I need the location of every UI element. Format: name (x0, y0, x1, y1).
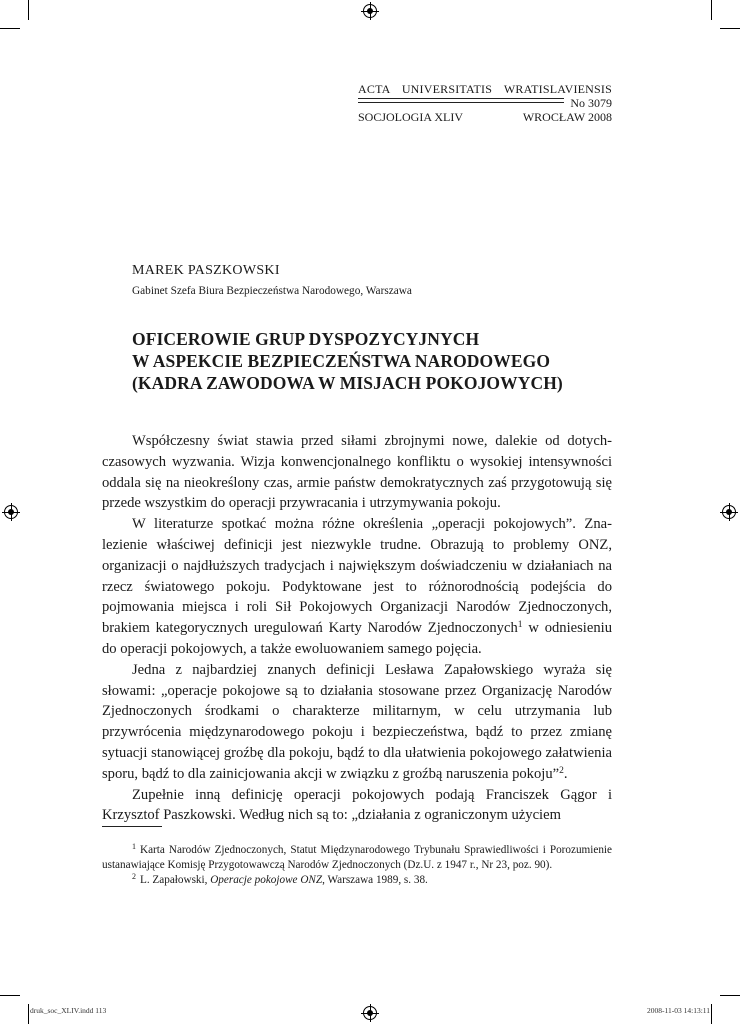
journal-rule (358, 98, 564, 99)
crop-mark-bottom-right (711, 1004, 712, 1024)
author-name: MAREK PASZKOWSKI (132, 263, 280, 278)
crop-mark-top-left (28, 0, 29, 20)
crop-mark-bottom-right-h (720, 995, 740, 996)
footnote-2-text-pre: L. Zapałowski, (140, 874, 211, 886)
author-affiliation: Gabinet Szefa Biura Bezpieczeństwa Narodowego, Warszawa (132, 285, 412, 297)
crop-mark-bottom-left-h (0, 995, 20, 996)
article-title (132, 328, 602, 394)
paragraph-4: Zupełnie inną definicję operacji pokojowych podają Franciszek Gągor i Krzysztof Paszkowski. Według nich są to: „działania z ograniczonym użyciem (102, 786, 612, 824)
registration-mark-left-icon (4, 505, 18, 519)
title-line-2: W ASPEKCIE BEZPIECZEŃSTWA NARODOWEGO (132, 351, 551, 371)
footnote-2 (102, 873, 612, 888)
journal-series: SOCJOLOGIA XLIV (358, 110, 463, 124)
journal-series-row (358, 110, 612, 124)
footnote-ref-2: 2 (559, 765, 564, 776)
article-body (102, 431, 612, 826)
footnote-2-number: 2 (132, 872, 136, 881)
paragraph-2-text-b: w odniesieniu do operacji pokojowych, a także ewoluowaniem samego pojęcia. (102, 620, 612, 657)
footnote-1 (102, 843, 612, 873)
paragraph-2-text-a: W literaturze spotkać można różne określenia „operacji pokojowych”. Znalezienie właściwej definicji jest niezwykle trudne. Obrazują to problemy ONZ, organizacji o najdłuższych tradycjach i największym doświadczeniu w działaniach na rzecz światowego pokoju. Podyktowane jest to różnorodnością podejścia do pojmowania miejsca i roli Sił Pokojowych Organizacji Narodów Zjednoczonych, brakiem kategorycznych uregulowań Karty Narodów Zjednoczonych (102, 516, 612, 637)
slug-timestamp: 2008-11-03 14:13:11 (647, 1006, 710, 1015)
crop-mark-top-left-h (0, 28, 20, 29)
crop-mark-bottom-left (28, 1004, 29, 1024)
journal-header (358, 82, 612, 124)
journal-rule-lower (358, 102, 564, 103)
registration-mark-top-icon (363, 4, 377, 18)
footnote-ref-1: 1 (517, 620, 523, 631)
crop-mark-top-right (711, 0, 712, 20)
footnote-2-text-post: , Warszawa 1989, s. 38. (322, 874, 428, 886)
registration-mark-right-icon (722, 505, 736, 519)
journal-place-year: WROCŁAW 2008 (522, 110, 612, 124)
footnote-2-title: Operacje pokojowe ONZ (210, 874, 323, 886)
footnote-1-number: 1 (132, 842, 136, 851)
crop-mark-top-right-h (720, 28, 740, 29)
paragraph-3 (102, 660, 612, 785)
journal-name: ACTA UNIVERSITATIS WRATISLAVIENSIS (358, 82, 612, 96)
footnote-1-text: Karta Narodów Zjednoczonych, Statut Międzynarodowego Trybunału Sprawiedliwości i Porozumienie ustanawiające Komisję Przygotowawczą Narodów Zjednoczonych (Dz.U. z 1947 r., Nr 23, poz. 90). (102, 844, 612, 871)
paragraph-1: Współczesny świat stawia przed siłami zbrojnymi nowe, dalekie od dotychczasowych wyzwania. Wizja konwencjonalnego konfliktu o wysokiej intensywności oddala się na nieokreślony czas, armie państw demokratycznych zaś przygotowują się przede wszystkim do operacji przywracania i utrzymywania pokoju. (102, 433, 612, 512)
paragraph-3-text-a: Jedna z najbardziej znanych definicji Lesława Zapałowskiego wyraża się słowami: „operacje pokojowe są to działania stosowane przez Organizację Narodów Zjednoczonych środkami o charakterze militarnym, w celu utrzymania lub przywrócenia międzynarodowego pokoju i bezpieczeństwa, bądź to przez zmianę sytuacji stanowiącej groźbę dla pokoju, bądź to dla ułatwienia pokojowego załatwienia sporu, bądź to dla zainicjowania akcji w związku z groźbą naruszenia pokoju” (102, 661, 612, 782)
paragraph-2 (102, 514, 612, 660)
footnote-separator (102, 826, 162, 827)
footnotes (102, 843, 612, 888)
registration-mark-bottom-icon (363, 1006, 377, 1020)
slug-file: druk_soc_XLIV.indd 113 (30, 1006, 107, 1015)
title-line-1: OFICEROWIE GRUP DYSPOZYCYJNYCH (132, 329, 480, 349)
journal-number-row (358, 96, 612, 110)
journal-number: No 3079 (570, 96, 612, 110)
paragraph-3-text-b: . (563, 765, 568, 782)
title-line-3: (KADRA ZAWODOWA W MISJACH POKOJOWYCH) (132, 373, 563, 393)
